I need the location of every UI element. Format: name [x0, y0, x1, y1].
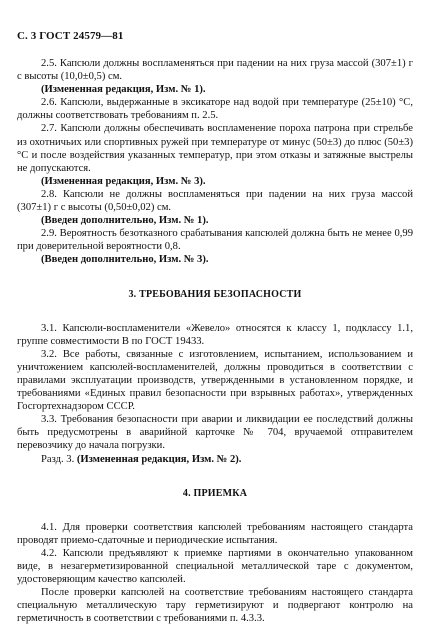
- document-body: [17, 57, 413, 625]
- spacer: [17, 301, 413, 322]
- spacer: [17, 466, 413, 487]
- amendment-note: (Введен дополнительно, Изм. № 3).: [41, 254, 209, 266]
- paragraph-4-1: 4.1. Для проверки соответствия капсюлей требованиям настоящего стандарта проводят приемо-сдаточные и периодические испытания.: [17, 521, 413, 546]
- paragraph-4-2-continued: После проверки капсюлей на соответствие требованиям настоящего стандарта специальную металлическую тару герметизируют и подвергают контролю на герметичность в соответствии с требованиями п. 4.3.3.: [17, 587, 413, 625]
- paragraph-2-5: 2.5. Капсюли должны воспламеняться при падении на них груза массой (307±1) г с высоты (10,0±0,5) см.: [17, 58, 413, 83]
- amendment-note: (Введен дополнительно, Изм. № 1).: [41, 215, 209, 227]
- spacer: [17, 500, 413, 521]
- section-3-amendment: [17, 453, 413, 466]
- amendment-note: (Измененная редакция, Изм. № 2).: [76, 453, 242, 465]
- paragraph-2-8: 2.8. Капсюли не должны воспламеняться при падении на них груза массой (307±1) г с высоты (0,50±0,02) см.: [17, 188, 413, 214]
- paragraph-2-9: 2.9. Вероятность безотказного срабатывания капсюлей должна быть не менее 0,99 при доверительной вероятности 0,8.: [17, 228, 413, 253]
- spacer: [17, 267, 413, 288]
- section-ref: Разд. 3.: [41, 453, 75, 465]
- paragraph-3-1: 3.1. Капсюли-воспламенители «Жевело» относятся к классу 1, подклассу 1.1, группе совместимости В по ГОСТ 19433.: [17, 322, 413, 347]
- section-heading-4: 4. ПРИЕМКА: [182, 487, 248, 499]
- page-header: С. 3 ГОСТ 24579—81: [17, 30, 124, 42]
- amendment-note: (Измененная редакция, Изм. № 3).: [41, 175, 206, 187]
- paragraph-2-6: 2.6. Капсюли, выдержанные в эксикаторе над водой при температуре (25±10) °С, должны соответствовать требованиям п. 2.5.: [17, 97, 413, 122]
- paragraph-4-2: 4.2. Капсюли предъявляют к приемке партиями в окончательно упакованном виде, в незагерметизированной специальной металлической таре с документом, удостоверяющим качество капсюлей.: [17, 547, 413, 586]
- section-heading-3: 3. ТРЕБОВАНИЯ БЕЗОПАСНОСТИ: [128, 288, 302, 300]
- paragraph-3-3: 3.3. Требования безопасности при аварии и ликвидации ее последствий должны быть предусмотрены в аварийной карточке № 704, вручаемой отправителем перевозчику до начала погрузки.: [17, 414, 413, 452]
- paragraph-2-7: 2.7. Капсюли должны обеспечивать воспламенение пороха патрона при стрельбе из охотничьих или спортивных ружей при температуре от минус (50±3) до плюс (50±3) °С и после воздействия указанных температур, при этом отказы и затяжные выстрелы не допускаются.: [17, 123, 413, 174]
- amendment-note: (Измененная редакция, Изм. № 1).: [41, 84, 206, 96]
- paragraph-3-2: 3.2. Все работы, связанные с изготовлением, испытанием, использованием и уничтожением капсюлей-воспламенителей, должны проводиться в соответствии с правилами эксплуатации производств, утвержденными в установленном порядке, и требованиями «Единых правил безопасности при взрывных работах», утвержденных Госгортехнадзором СССР.: [17, 348, 413, 413]
